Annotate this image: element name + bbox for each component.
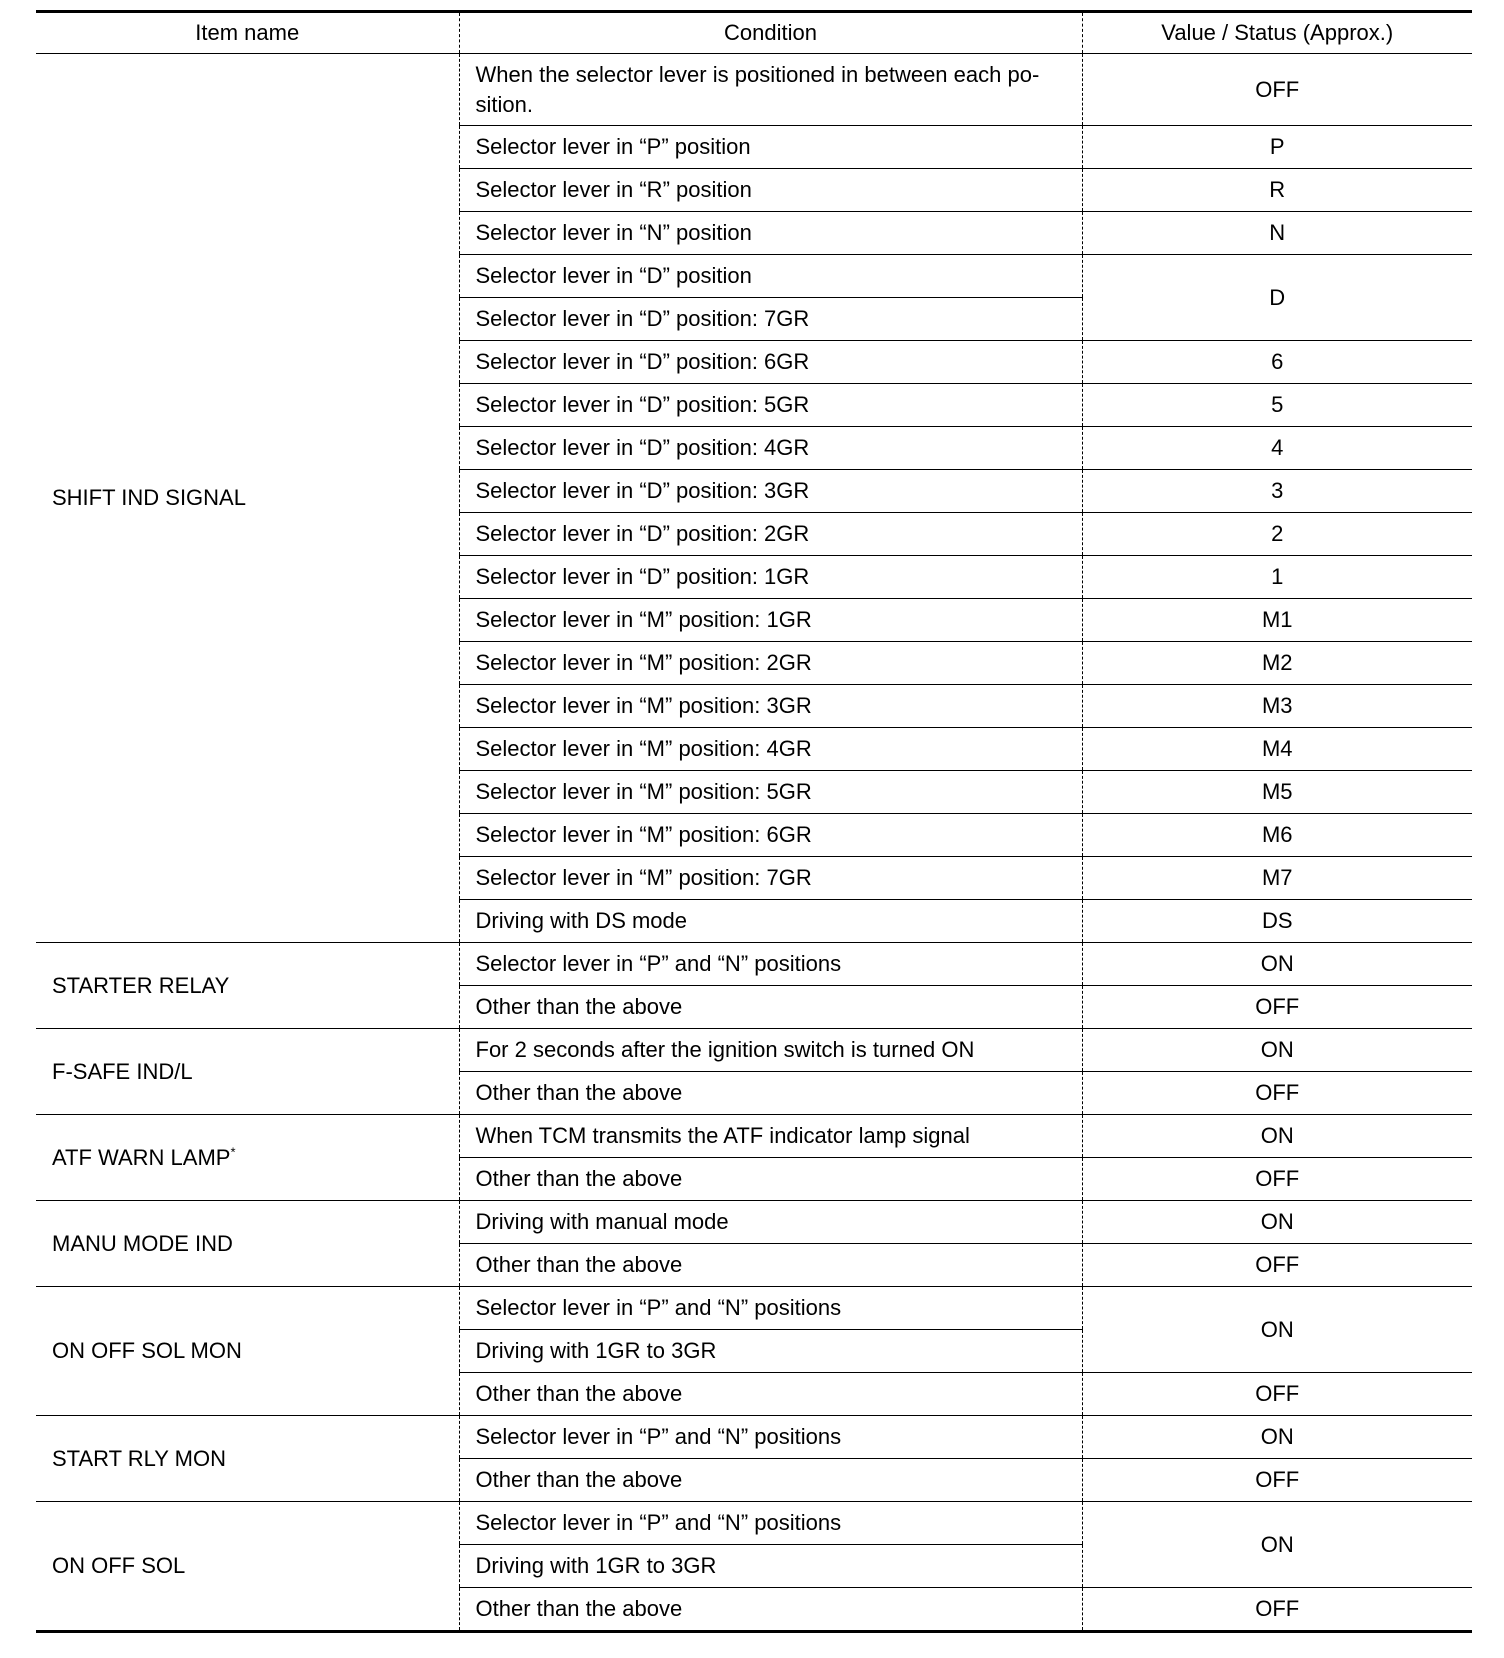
value-cell: M7 <box>1082 857 1472 900</box>
value-cell: 3 <box>1082 470 1472 513</box>
value-cell: OFF <box>1082 1588 1472 1632</box>
condition-cell: Selector lever in “D” position: 5GR <box>459 384 1082 427</box>
table-row <box>36 943 1472 986</box>
condition-cell: Selector lever in “M” position: 2GR <box>459 642 1082 685</box>
condition-cell: Selector lever in “R” position <box>459 169 1082 212</box>
item-shift-ind-signal: SHIFT IND SIGNAL <box>36 54 459 943</box>
table-row <box>36 1502 1472 1545</box>
value-cell: 1 <box>1082 556 1472 599</box>
value-cell: ON <box>1082 1416 1472 1459</box>
condition-cell: Other than the above <box>459 1373 1082 1416</box>
condition-cell: Selector lever in “P” and “N” positions <box>459 1287 1082 1330</box>
condition-cell: Other than the above <box>459 1072 1082 1115</box>
value-cell: ON <box>1082 1502 1472 1588</box>
value-cell: M4 <box>1082 728 1472 771</box>
condition-cell: Driving with 1GR to 3GR <box>459 1330 1082 1373</box>
header-item-name: Item name <box>36 12 459 54</box>
table-row <box>36 1416 1472 1459</box>
item-label: ATF WARN LAMP <box>52 1144 231 1170</box>
condition-cell: For 2 seconds after the ignition switch is turned ON <box>459 1029 1082 1072</box>
value-cell: ON <box>1082 1201 1472 1244</box>
condition-cell: Selector lever in “P” position <box>459 126 1082 169</box>
value-cell: ON <box>1082 1115 1472 1158</box>
condition-cell: Selector lever in “P” and “N” positions <box>459 943 1082 986</box>
condition-cell: Other than the above <box>459 986 1082 1029</box>
value-cell: ON <box>1082 943 1472 986</box>
header-row <box>36 12 1472 54</box>
condition-cell: Selector lever in “M” position: 7GR <box>459 857 1082 900</box>
value-cell: 6 <box>1082 341 1472 384</box>
value-cell: OFF <box>1082 1373 1472 1416</box>
item-manu-mode-ind: MANU MODE IND <box>36 1201 459 1287</box>
condition-cell: Other than the above <box>459 1459 1082 1502</box>
item-on-off-sol-mon: ON OFF SOL MON <box>36 1287 459 1416</box>
condition-cell: Driving with manual mode <box>459 1201 1082 1244</box>
footnote-mark: * <box>230 1144 236 1160</box>
value-cell: OFF <box>1082 986 1472 1029</box>
value-cell: 2 <box>1082 513 1472 556</box>
value-cell: OFF <box>1082 54 1472 126</box>
value-cell: M3 <box>1082 685 1472 728</box>
value-cell: R <box>1082 169 1472 212</box>
condition-cell: Selector lever in “D” position <box>459 255 1082 298</box>
condition-cell: Selector lever in “M” position: 6GR <box>459 814 1082 857</box>
item-starter-relay: STARTER RELAY <box>36 943 459 1029</box>
value-cell: M2 <box>1082 642 1472 685</box>
header-value-status: Value / Status (Approx.) <box>1082 12 1472 54</box>
condition-cell: Selector lever in “N” position <box>459 212 1082 255</box>
item-fsafe-indl: F-SAFE IND/L <box>36 1029 459 1115</box>
value-cell: N <box>1082 212 1472 255</box>
condition-cell: Selector lever in “M” position: 1GR <box>459 599 1082 642</box>
condition-cell: Selector lever in “D” position: 6GR <box>459 341 1082 384</box>
item-start-rly-mon: START RLY MON <box>36 1416 459 1502</box>
header-condition: Condition <box>459 12 1082 54</box>
table-row <box>36 1287 1472 1330</box>
condition-cell: Other than the above <box>459 1244 1082 1287</box>
value-cell: 4 <box>1082 427 1472 470</box>
condition-cell: Other than the above <box>459 1588 1082 1632</box>
condition-cell: Selector lever in “P” and “N” positions <box>459 1416 1082 1459</box>
value-cell: OFF <box>1082 1072 1472 1115</box>
table-row <box>36 1029 1472 1072</box>
table-row <box>36 1115 1472 1158</box>
value-cell: P <box>1082 126 1472 169</box>
condition-cell: Selector lever in “M” position: 3GR <box>459 685 1082 728</box>
condition-cell: Selector lever in “P” and “N” positions <box>459 1502 1082 1545</box>
condition-cell: Selector lever in “M” position: 5GR <box>459 771 1082 814</box>
value-cell: M5 <box>1082 771 1472 814</box>
value-cell: OFF <box>1082 1459 1472 1502</box>
value-cell: DS <box>1082 900 1472 943</box>
value-cell: D <box>1082 255 1472 341</box>
value-cell: OFF <box>1082 1158 1472 1201</box>
value-cell: ON <box>1082 1287 1472 1373</box>
condition-cell: Driving with DS mode <box>459 900 1082 943</box>
condition-cell: Driving with 1GR to 3GR <box>459 1545 1082 1588</box>
value-cell: 5 <box>1082 384 1472 427</box>
condition-cell: Selector lever in “D” position: 2GR <box>459 513 1082 556</box>
value-cell: M6 <box>1082 814 1472 857</box>
value-cell: M1 <box>1082 599 1472 642</box>
condition-cell: Selector lever in “D” position: 3GR <box>459 470 1082 513</box>
condition-cell: Selector lever in “D” position: 7GR <box>459 298 1082 341</box>
condition-cell: Other than the above <box>459 1158 1082 1201</box>
item-on-off-sol: ON OFF SOL <box>36 1502 459 1632</box>
item-atf-warn-lamp <box>36 1115 459 1201</box>
spec-table <box>36 10 1472 1633</box>
table-row <box>36 54 1472 126</box>
table-row <box>36 1201 1472 1244</box>
condition-cell: Selector lever in “D” position: 4GR <box>459 427 1082 470</box>
condition-cell: Selector lever in “M” position: 4GR <box>459 728 1082 771</box>
condition-cell: Selector lever in “D” position: 1GR <box>459 556 1082 599</box>
condition-cell: When TCM transmits the ATF indicator lamp signal <box>459 1115 1082 1158</box>
value-cell: ON <box>1082 1029 1472 1072</box>
value-cell: OFF <box>1082 1244 1472 1287</box>
condition-cell: When the selector lever is positioned in between each po- sition. <box>459 54 1082 126</box>
